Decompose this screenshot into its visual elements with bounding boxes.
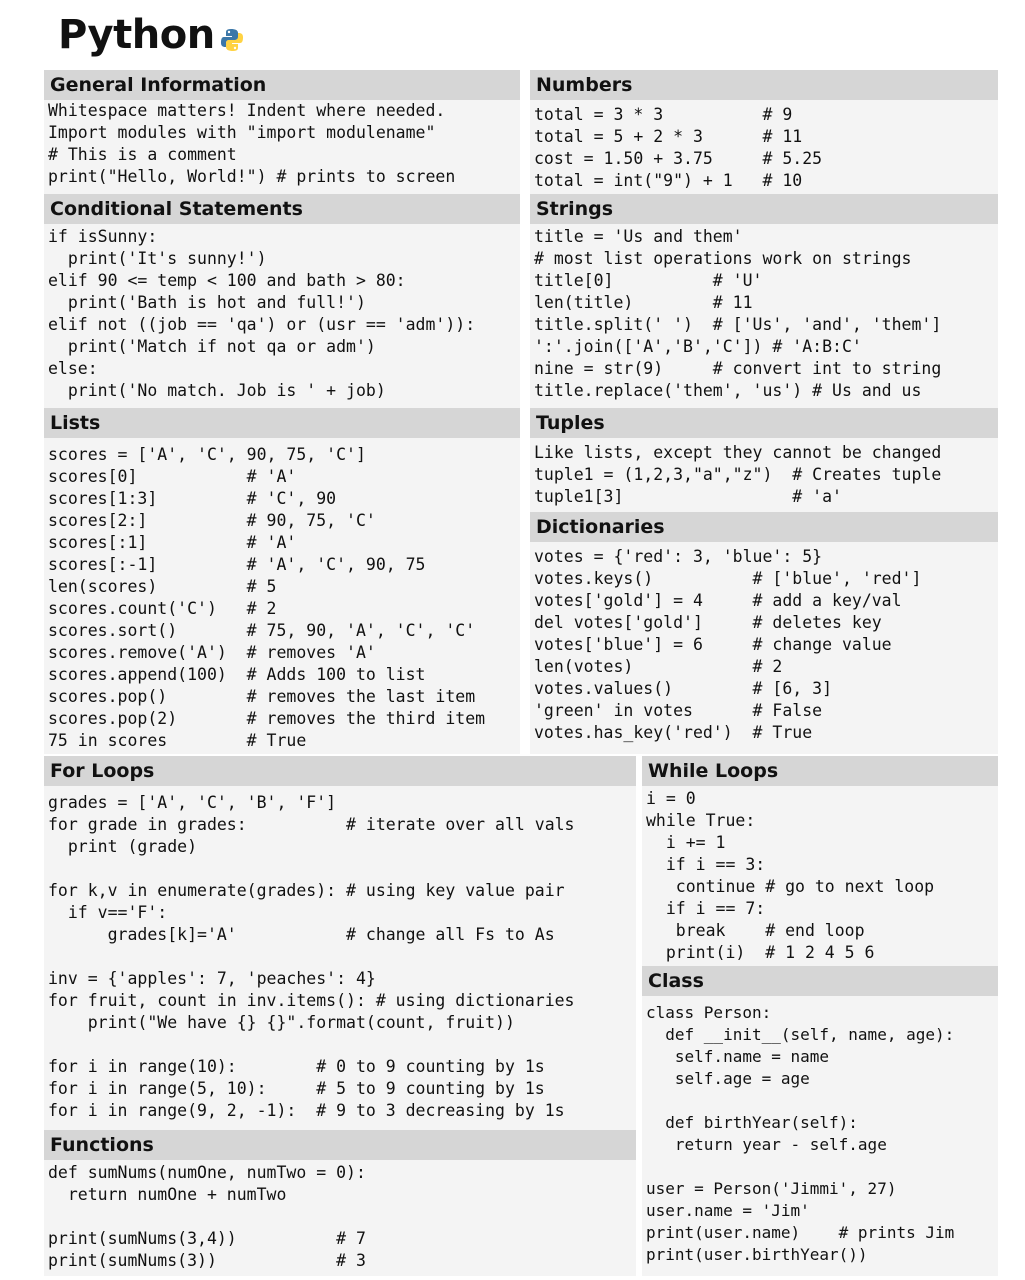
code-block: i = 0 while True: i += 1 if i == 3: continue # go to next loop if i == 7: break # end loop print(i) # 1 2 4 5 6 [646,789,935,962]
code-block: def sumNums(numOne, numTwo = 0): return numOne + numTwo print(sumNums(3,4)) # 7 print(sumNums(3)) # 3 [48,1163,366,1270]
code-block: scores = ['A', 'C', 90, 75, 'C'] scores[0] # 'A' scores[1:3] # 'C', 90 scores[2:] # 90, 75, 'C' scores[:1] # 'A' scores[:-1] # 'A', 'C', 90, 75 len(scores) # 5 scores.count('C') # 2 scores.sort() # 75, 90, 'A', 'C', 'C' scores.remove('A') # removes 'A' scores.append(100) # Adds 100 to list scores.pop() # removes the last item scores.pop(2) # removes the third item 75 in scores # True [48,445,486,750]
python-logo-icon [219,27,245,53]
section-while-loops [642,756,998,966]
section-header: General Information [44,70,520,100]
page-title [58,12,245,58]
code-block: votes = {'red': 3, 'blue': 5} votes.keys() # ['blue', 'red'] votes['gold'] = 4 # add a key/val del votes['gold'] # deletes key votes['blue'] = 6 # change value len(votes) # 2 votes.values() # [6, 3] 'green' in votes # False votes.has_key('red') # True [534,547,922,742]
section-tuples [530,408,998,512]
section-header: Dictionaries [530,512,998,542]
section-header: Tuples [530,408,998,438]
section-header: Functions [44,1130,636,1160]
section-strings [530,194,998,408]
page-title-text: Python [58,12,215,58]
section-header: Class [642,966,998,996]
section-header: Strings [530,194,998,224]
section-general-information [44,70,520,194]
code-block: Like lists, except they cannot be changed tuple1 = (1,2,3,"a","z") # Creates tuple tuple1[3] # 'a' [534,443,942,506]
code-block: Whitespace matters! Indent where needed. Import modules with "import modulename" # This is a comment print("Hello, World!") # prints to screen [48,101,456,186]
section-for-loops [44,756,636,1130]
section-header: Conditional Statements [44,194,520,224]
code-block: total = 3 * 3 # 9 total = 5 + 2 * 3 # 11 cost = 1.50 + 3.75 # 5.25 total = int("9") + 1 # 10 [534,105,823,190]
code-block: title = 'Us and them' # most list operations work on strings title[0] # 'U' len(title) # 11 title.split(' ') # ['Us', 'and', 'them'] ':'.join(['A','B','C']) # 'A:B:C' nine = str(9) # convert int to string title.replace('them', 'us') # Us and us [534,227,942,400]
section-dictionaries [530,512,998,754]
section-functions [44,1130,636,1276]
section-lists [44,408,520,754]
section-header: Lists [44,408,520,438]
section-header: Numbers [530,70,998,100]
section-header: For Loops [44,756,636,786]
code-block: grades = ['A', 'C', 'B', 'F'] for grade in grades: # iterate over all vals print (grade) for k,v in enumerate(grades): # using key value pair if v=='F': grades[k]='A' # change all Fs to As inv = {'apples': 7, 'peaches': 4} for fruit, count in inv.items(): # using dictionaries print("We have {} {}".format(count, fruit)) for i in range(10): # 0 to 9 counting by 1s for i in range(5, 10): # 5 to 9 counting by 1s for i in range(9, 2, -1): # 9 to 3 decreasing by 1s [48,793,575,1120]
section-numbers [530,70,998,194]
section-conditional-statements [44,194,520,408]
section-class [642,966,998,1276]
section-header: While Loops [642,756,998,786]
code-block: if isSunny: print('It's sunny!') elif 90 <= temp < 100 and bath > 80: print('Bath is hot and full!') elif not ((job == 'qa') or (usr == 'adm')): print('Match if not qa or adm') else: print('No match. Job is ' + job) [48,227,476,400]
code-block: class Person: def __init__(self, name, age): self.name = name self.age = age def birthYear(self): return year - self.age user = Person('Jimmi', 27) user.name = 'Jim' print(user.name) # prints Jim print(user.birthYear()) [646,1003,955,1264]
